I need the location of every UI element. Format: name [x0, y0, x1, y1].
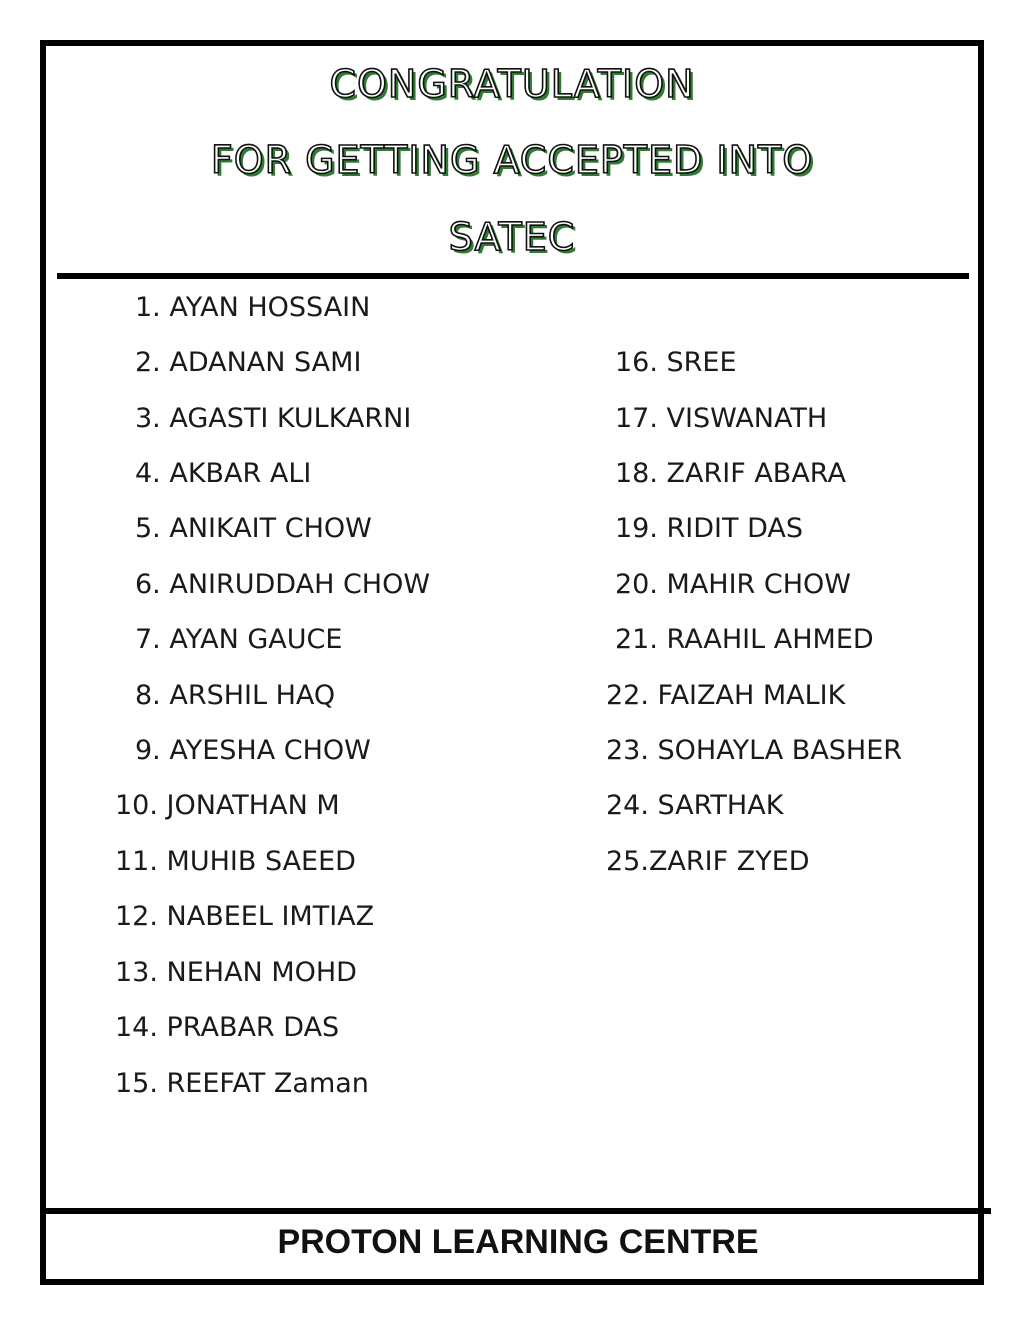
heading-accepted-into: FOR GETTING ACCEPTED INTO	[210, 138, 814, 182]
list-item: 4. AKBAR ALI	[135, 458, 312, 489]
footer-organization-name: PROTON LEARNING CENTRE	[277, 1223, 759, 1261]
list-item: 1. AYAN HOSSAIN	[135, 292, 371, 323]
heading-program-name: SATEC	[448, 215, 576, 259]
list-item: 17. VISWANATH	[615, 403, 828, 434]
heading-congratulation: CONGRATULATION	[329, 62, 695, 106]
list-item: 3. AGASTI KULKARNI	[135, 403, 412, 434]
list-item: 16. SREE	[615, 347, 737, 378]
header-divider	[57, 273, 969, 279]
list-item: 9. AYESHA CHOW	[135, 735, 371, 766]
list-item: 6. ANIRUDDAH CHOW	[135, 569, 431, 600]
list-item: 10. JONATHAN M	[115, 790, 340, 821]
list-item: 24. SARTHAK	[606, 790, 784, 821]
list-item: 11. MUHIB SAEED	[115, 846, 356, 877]
list-item: 21. RAAHIL AHMED	[615, 624, 874, 655]
list-item: 13. NEHAN MOHD	[115, 957, 357, 988]
list-item: 2. ADANAN SAMI	[135, 347, 362, 378]
list-item: 14. PRABAR DAS	[115, 1012, 340, 1043]
footer-divider	[40, 1208, 991, 1214]
list-item: 15. REEFAT Zaman	[115, 1068, 369, 1099]
list-item: 8. ARSHIL HAQ	[135, 680, 336, 711]
list-item: 23. SOHAYLA BASHER	[606, 735, 903, 766]
list-item: 7. AYAN GAUCE	[135, 624, 343, 655]
list-item: 18. ZARIF ABARA	[615, 458, 846, 489]
list-item: 25.ZARIF ZYED	[606, 846, 810, 877]
list-item: 22. FAIZAH MALIK	[606, 680, 846, 711]
list-item: 5. ANIKAIT CHOW	[135, 513, 372, 544]
list-item: 20. MAHIR CHOW	[615, 569, 851, 600]
list-item: 12. NABEEL IMTIAZ	[115, 901, 375, 932]
list-item: 19. RIDIT DAS	[615, 513, 803, 544]
